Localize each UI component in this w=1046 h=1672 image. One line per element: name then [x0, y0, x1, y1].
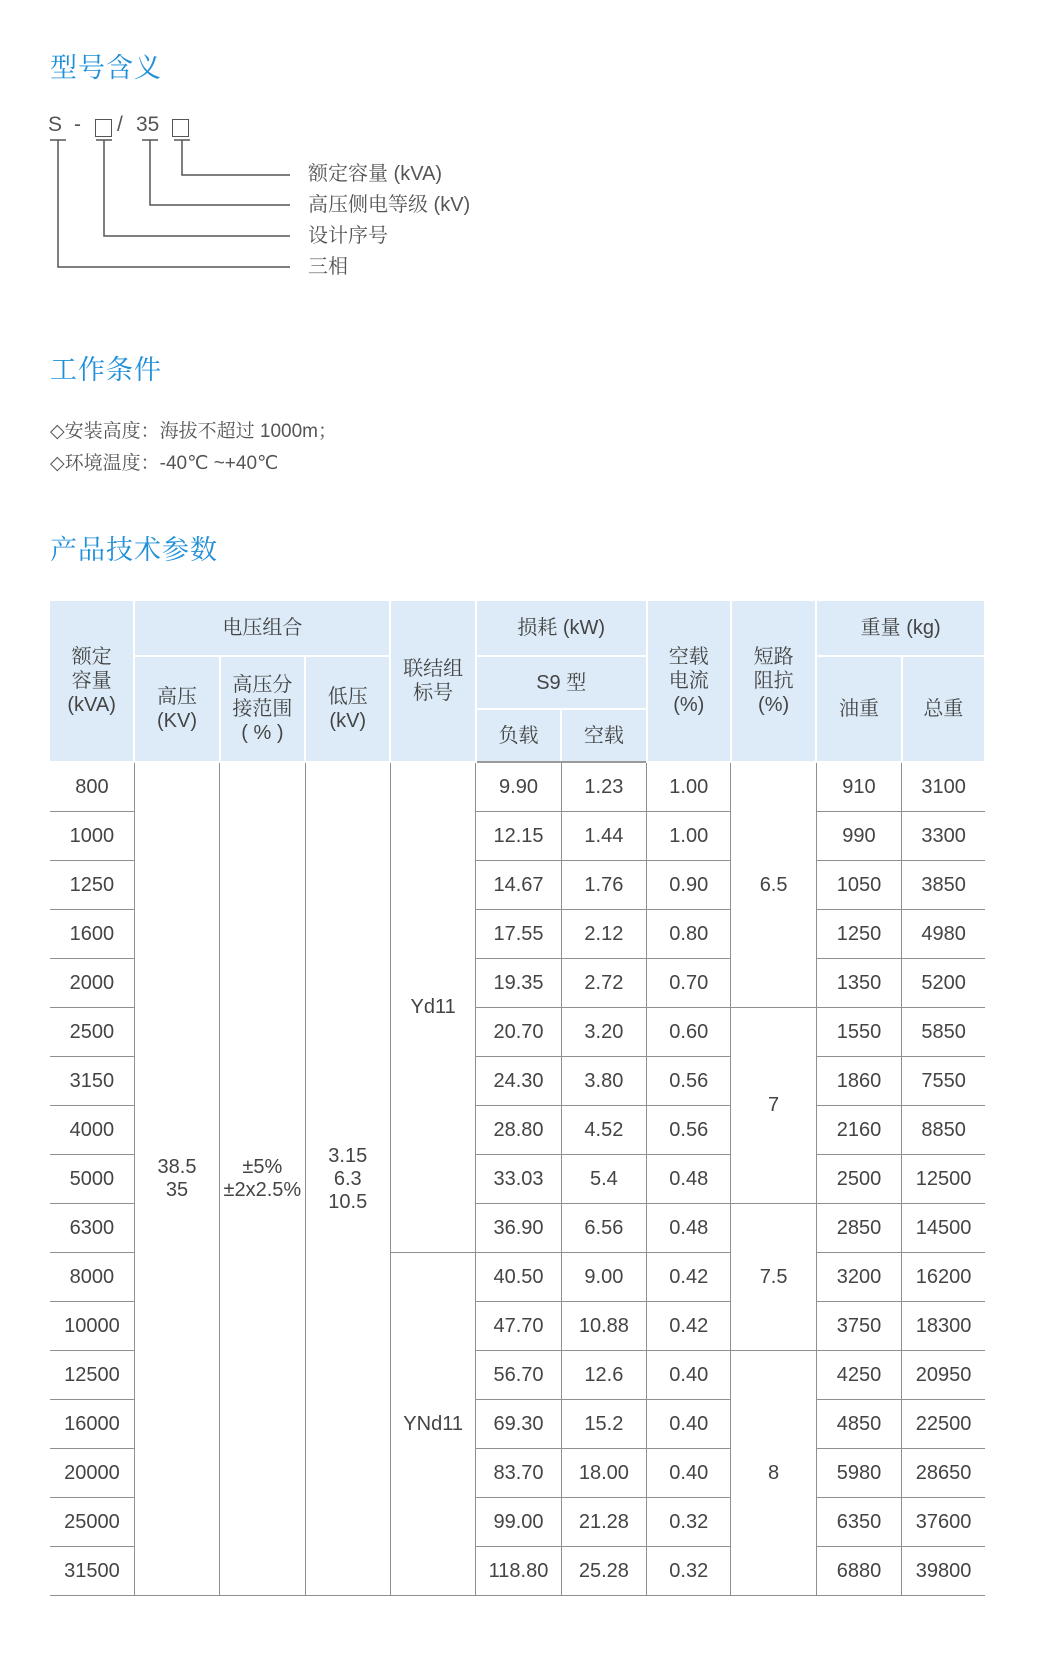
cell-oil-weight: 1860 [816, 1057, 901, 1106]
cell-oil-weight: 1550 [816, 1008, 901, 1057]
cell-no-load-current: 0.60 [647, 1008, 731, 1057]
cell-load-loss: 9.90 [476, 762, 561, 812]
cell-total-weight: 37600 [902, 1498, 985, 1547]
header-no-load-loss: 空载 [561, 709, 646, 762]
header-voltage-group: 电压组合 [134, 601, 390, 656]
model-dash: - [74, 113, 81, 136]
cell-capacity: 12500 [50, 1351, 134, 1400]
cell-capacity: 2000 [50, 959, 134, 1008]
cell-total-weight: 16200 [902, 1253, 985, 1302]
cell-load-loss: 24.30 [476, 1057, 561, 1106]
cell-tap-range: ±5% ±2x2.5% [220, 762, 305, 1596]
cell-capacity: 10000 [50, 1302, 134, 1351]
header-weight: 重量 (kg) [816, 601, 985, 656]
cell-total-weight: 5200 [902, 959, 985, 1008]
cell-load-loss: 118.80 [476, 1547, 561, 1596]
section-title-tech-params: 产品技术参数 [50, 535, 218, 565]
cell-no-load-current: 1.00 [647, 812, 731, 861]
cell-oil-weight: 3200 [816, 1253, 901, 1302]
cell-oil-weight: 1050 [816, 861, 901, 910]
cell-total-weight: 5850 [902, 1008, 985, 1057]
cell-total-weight: 12500 [902, 1155, 985, 1204]
cell-load-loss: 33.03 [476, 1155, 561, 1204]
legend-capacity: 额定容量 (kVA) [308, 163, 443, 185]
cell-oil-weight: 2160 [816, 1106, 901, 1155]
model-slash: / [117, 113, 123, 136]
cell-no-load-current: 0.32 [647, 1547, 731, 1596]
cell-capacity: 2500 [50, 1008, 134, 1057]
cell-connection: YNd11 [390, 1253, 475, 1596]
cell-no-load-current: 0.48 [647, 1155, 731, 1204]
spec-table-body [50, 762, 985, 1596]
cell-oil-weight: 1350 [816, 959, 901, 1008]
cell-oil-weight: 2850 [816, 1204, 901, 1253]
cell-no-load-current: 0.42 [647, 1302, 731, 1351]
header-impedance: 短路 阻抗 (%) [731, 601, 816, 762]
cell-impedance: 7 [731, 1008, 816, 1204]
cell-total-weight: 39800 [902, 1547, 985, 1596]
cell-load-loss: 83.70 [476, 1449, 561, 1498]
cell-total-weight: 28650 [902, 1449, 985, 1498]
cell-total-weight: 3100 [902, 762, 985, 812]
cell-no-load-loss: 15.2 [561, 1400, 646, 1449]
cell-load-loss: 28.80 [476, 1106, 561, 1155]
model-prefix: S [48, 113, 63, 136]
cell-no-load-loss: 2.72 [561, 959, 646, 1008]
cell-total-weight: 7550 [902, 1057, 985, 1106]
cell-capacity: 25000 [50, 1498, 134, 1547]
cell-oil-weight: 4250 [816, 1351, 901, 1400]
cell-no-load-loss: 10.88 [561, 1302, 646, 1351]
cell-load-loss: 12.15 [476, 812, 561, 861]
cell-total-weight: 4980 [902, 910, 985, 959]
cell-load-loss: 40.50 [476, 1253, 561, 1302]
cell-capacity: 3150 [50, 1057, 134, 1106]
cell-no-load-loss: 1.23 [561, 762, 646, 812]
condition-altitude: ◇安装高度：海拔不超过 1000m； [50, 421, 337, 442]
cell-capacity: 1600 [50, 910, 134, 959]
cell-load-loss: 14.67 [476, 861, 561, 910]
cell-no-load-current: 1.00 [647, 762, 731, 812]
cell-capacity: 16000 [50, 1400, 134, 1449]
cell-no-load-current: 0.90 [647, 861, 731, 910]
model-voltage: 35 [136, 113, 160, 136]
cell-oil-weight: 5980 [816, 1449, 901, 1498]
cell-no-load-loss: 1.44 [561, 812, 646, 861]
cell-oil-weight: 990 [816, 812, 901, 861]
cell-lv: 3.15 6.3 10.5 [305, 762, 390, 1596]
header-tap-range: 高压分 接范围 ( % ) [220, 656, 305, 762]
cell-no-load-loss: 1.76 [561, 861, 646, 910]
cell-no-load-loss: 4.52 [561, 1106, 646, 1155]
section-title-model-meaning: 型号含义 [50, 53, 162, 83]
cell-no-load-current: 0.40 [647, 1351, 731, 1400]
cell-capacity: 1000 [50, 812, 134, 861]
cell-capacity: 1250 [50, 861, 134, 910]
cell-oil-weight: 1250 [816, 910, 901, 959]
cell-capacity: 5000 [50, 1155, 134, 1204]
condition-temperature: ◇环境温度：-40℃ ~+40℃ [50, 453, 279, 474]
cell-load-loss: 99.00 [476, 1498, 561, 1547]
cell-capacity: 8000 [50, 1253, 134, 1302]
header-no-load-current: 空载 电流 (%) [647, 601, 731, 762]
cell-load-loss: 69.30 [476, 1400, 561, 1449]
cell-total-weight: 3300 [902, 812, 985, 861]
cell-oil-weight: 910 [816, 762, 901, 812]
cell-no-load-loss: 6.56 [561, 1204, 646, 1253]
cell-no-load-current: 0.70 [647, 959, 731, 1008]
cell-load-loss: 19.35 [476, 959, 561, 1008]
header-load-loss: 负载 [476, 709, 561, 762]
cell-hv: 38.5 35 [134, 762, 219, 1596]
cell-no-load-loss: 3.20 [561, 1008, 646, 1057]
cell-no-load-current: 0.80 [647, 910, 731, 959]
table-row [50, 762, 985, 812]
cell-no-load-current: 0.48 [647, 1204, 731, 1253]
cell-no-load-current: 0.32 [647, 1498, 731, 1547]
legend-design-seq: 设计序号 [308, 225, 388, 247]
section-title-working-conditions: 工作条件 [50, 355, 162, 385]
cell-total-weight: 8850 [902, 1106, 985, 1155]
cell-total-weight: 14500 [902, 1204, 985, 1253]
cell-oil-weight: 4850 [816, 1400, 901, 1449]
spec-table [50, 601, 986, 1596]
cell-no-load-current: 0.40 [647, 1400, 731, 1449]
cell-capacity: 800 [50, 762, 134, 812]
cell-no-load-loss: 5.4 [561, 1155, 646, 1204]
cell-impedance: 6.5 [731, 762, 816, 1008]
cell-no-load-current: 0.56 [647, 1057, 731, 1106]
cell-no-load-loss: 9.00 [561, 1253, 646, 1302]
cell-capacity: 6300 [50, 1204, 134, 1253]
cell-oil-weight: 6350 [816, 1498, 901, 1547]
cell-oil-weight: 2500 [816, 1155, 901, 1204]
cell-load-loss: 36.90 [476, 1204, 561, 1253]
header-loss: 损耗 (kW) [476, 601, 647, 656]
cell-capacity: 31500 [50, 1547, 134, 1596]
cell-total-weight: 3850 [902, 861, 985, 910]
cell-capacity: 4000 [50, 1106, 134, 1155]
header-capacity: 额定 容量 (kVA) [50, 601, 134, 762]
header-connection: 联结组 标号 [390, 601, 475, 762]
cell-impedance: 7.5 [731, 1204, 816, 1351]
cell-impedance: 8 [731, 1351, 816, 1596]
cell-total-weight: 18300 [902, 1302, 985, 1351]
cell-connection: Yd11 [390, 762, 475, 1253]
cell-load-loss: 17.55 [476, 910, 561, 959]
cell-total-weight: 20950 [902, 1351, 985, 1400]
cell-no-load-current: 0.40 [647, 1449, 731, 1498]
cell-load-loss: 47.70 [476, 1302, 561, 1351]
model-legend-lines [0, 0, 1046, 300]
legend-three-phase: 三相 [308, 256, 348, 278]
cell-no-load-current: 0.42 [647, 1253, 731, 1302]
legend-hv-voltage: 高压侧电等级 (kV) [308, 194, 471, 216]
header-hv: 高压 (KV) [134, 656, 219, 762]
header-oil-weight: 油重 [816, 656, 901, 762]
header-s9: S9 型 [476, 656, 647, 709]
cell-capacity: 20000 [50, 1449, 134, 1498]
header-total-weight: 总重 [902, 656, 985, 762]
cell-no-load-loss: 21.28 [561, 1498, 646, 1547]
cell-oil-weight: 6880 [816, 1547, 901, 1596]
cell-load-loss: 20.70 [476, 1008, 561, 1057]
cell-no-load-current: 0.56 [647, 1106, 731, 1155]
cell-no-load-loss: 18.00 [561, 1449, 646, 1498]
cell-no-load-loss: 3.80 [561, 1057, 646, 1106]
cell-no-load-loss: 25.28 [561, 1547, 646, 1596]
cell-no-load-loss: 2.12 [561, 910, 646, 959]
cell-load-loss: 56.70 [476, 1351, 561, 1400]
cell-total-weight: 22500 [902, 1400, 985, 1449]
cell-oil-weight: 3750 [816, 1302, 901, 1351]
header-lv: 低压 (kV) [305, 656, 390, 762]
cell-no-load-loss: 12.6 [561, 1351, 646, 1400]
